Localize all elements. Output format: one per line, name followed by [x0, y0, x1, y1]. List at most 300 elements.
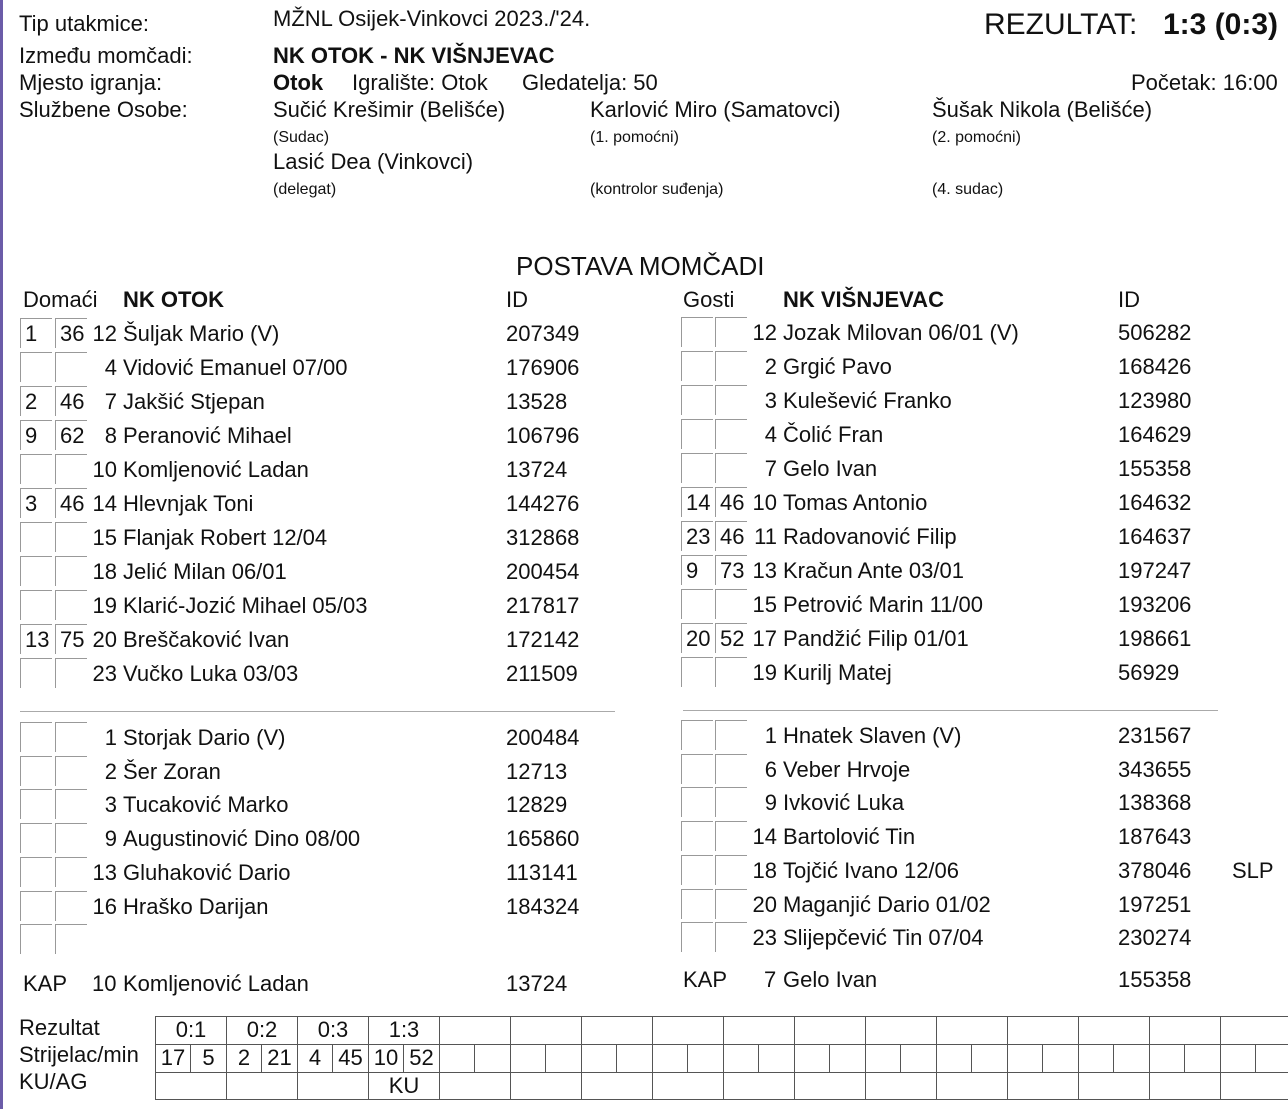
- home-box-a: 2: [20, 386, 52, 416]
- player-name-text: Pandžić Filip: [783, 626, 908, 651]
- home-box-a: [20, 454, 52, 484]
- away-player-name: [783, 321, 1019, 345]
- home-id-header: ID: [506, 287, 528, 312]
- player-extra: 05/03: [312, 593, 368, 618]
- away-player-name: [783, 661, 898, 685]
- away-captain-id: 155358: [1118, 967, 1192, 992]
- scorer-cell: [581, 1044, 617, 1073]
- away-player-number: 13: [752, 558, 777, 583]
- player-name-text: Jelić Milan: [123, 559, 226, 584]
- player-name-text: Jakšić Stjepan: [123, 389, 265, 414]
- home-box-a: [20, 891, 52, 921]
- away-side-label: Gosti: [683, 287, 735, 312]
- home-box-b: [55, 857, 87, 887]
- home-player-number: 15: [92, 525, 117, 550]
- home-player-id: 207349: [506, 321, 580, 346]
- away-player-id: 138368: [1118, 790, 1192, 816]
- away-box-a: [681, 720, 713, 750]
- home-player-name: [123, 760, 227, 784]
- home-player-number: 12: [92, 321, 117, 346]
- home-player-id: 13528: [506, 389, 568, 414]
- away-player-id: 164637: [1118, 524, 1192, 549]
- home-box-b: [55, 522, 87, 552]
- home-player-name: [123, 492, 259, 516]
- result-cell: [1149, 1016, 1221, 1045]
- away-box-a: [681, 419, 713, 449]
- player-name-text: Tojčić Ivano: [783, 857, 898, 883]
- away-box-a: 23: [681, 521, 713, 551]
- ku-cell: [1078, 1072, 1150, 1100]
- away-box-b: 73: [715, 555, 747, 585]
- away-box-b: [715, 754, 747, 784]
- teams-label: Između momčadi:: [19, 43, 193, 68]
- home-player-number: 16: [92, 893, 117, 919]
- away-player-name: [783, 525, 963, 549]
- scorer-cell: [794, 1044, 830, 1073]
- home-player-id: 200454: [506, 559, 580, 584]
- away-player-number: 15: [752, 592, 777, 617]
- result-value: 1:3 (0:3): [1163, 8, 1279, 41]
- minute-cell: 5: [190, 1044, 227, 1073]
- home-player-number: 18: [92, 559, 117, 584]
- away-player-number: 11: [754, 524, 777, 549]
- player-extra: 12/06: [903, 857, 960, 883]
- scorer-cell: [510, 1044, 546, 1073]
- ku-row-label: KU/AG: [19, 1069, 88, 1094]
- home-player-name: [123, 861, 297, 885]
- home-player-name: [123, 726, 285, 750]
- official-role: (2. pomoćni): [932, 129, 1021, 146]
- ku-cell: [723, 1072, 795, 1100]
- home-player-number: 10: [92, 457, 117, 482]
- away-divider: [683, 710, 1218, 711]
- home-box-a: 13: [20, 624, 52, 654]
- away-player-name: [783, 758, 916, 782]
- player-extra: (V): [250, 321, 280, 346]
- home-player-number: 1: [104, 725, 117, 750]
- match-type-label: Tip utakmice:: [19, 11, 150, 36]
- scorer-cell: [652, 1044, 688, 1073]
- player-name-text: Tomas Antonio: [783, 490, 928, 515]
- scoring-grid: [155, 1016, 1288, 1100]
- home-player-id: 12713: [506, 758, 568, 784]
- home-player-name: [123, 628, 295, 652]
- home-box-b: [55, 454, 87, 484]
- home-box-a: [20, 756, 52, 786]
- away-player-name: [783, 491, 933, 515]
- home-player-name: [123, 356, 348, 380]
- away-box-b: [715, 385, 747, 415]
- player-extra: 12/04: [272, 525, 328, 550]
- player-name-text: Veber Hrvoje: [783, 756, 911, 782]
- away-player-id: 231567: [1118, 723, 1192, 748]
- home-player-name: [123, 458, 315, 482]
- scorer-cell: 17: [155, 1044, 191, 1073]
- away-player-id: 123980: [1118, 388, 1192, 413]
- home-box-b: [55, 756, 87, 786]
- away-player-id: 506282: [1118, 320, 1192, 345]
- away-player-name: [783, 423, 889, 447]
- away-player-number: 23: [752, 925, 777, 951]
- home-player-id: 106796: [506, 423, 580, 448]
- home-side-label: Domaći: [23, 287, 98, 312]
- ku-cell: [297, 1072, 369, 1100]
- home-box-b: [55, 352, 87, 382]
- ku-cell: [652, 1072, 724, 1100]
- result-cell: [1078, 1016, 1150, 1045]
- home-player-id: 172142: [506, 627, 580, 652]
- scorer-cell: 4: [297, 1044, 333, 1073]
- result-cell: [865, 1016, 937, 1045]
- away-box-a: [681, 821, 713, 851]
- scorer-cell: [1149, 1044, 1185, 1073]
- away-player-id: 378046: [1118, 857, 1192, 883]
- ku-cell: [155, 1072, 227, 1100]
- player-name-text: Grgić Pavo: [783, 354, 892, 379]
- home-player-name: [123, 526, 327, 550]
- home-player-id: 165860: [506, 826, 580, 852]
- player-name-text: Kračun Ante: [783, 558, 903, 583]
- away-box-a: [681, 657, 713, 687]
- away-player-name: [783, 859, 959, 883]
- home-player-number: 2: [104, 758, 117, 784]
- away-box-b: [715, 889, 747, 919]
- home-box-b: [55, 658, 87, 688]
- player-name-text: Šuljak Mario: [123, 321, 245, 346]
- home-box-a: [20, 556, 52, 586]
- player-name-text: Kulešević Franko: [783, 388, 952, 413]
- home-player-id: 312868: [506, 525, 580, 550]
- away-player-name: [783, 559, 964, 583]
- away-team-name: NK VIŠNJEVAC: [783, 287, 944, 312]
- away-box-b: [715, 720, 747, 750]
- away-player-number: 20: [752, 891, 777, 917]
- away-player-number: 14: [752, 824, 777, 850]
- start-time: Početak: 16:00: [1131, 70, 1278, 95]
- minute-cell: [616, 1044, 653, 1073]
- home-player-number: 20: [92, 627, 117, 652]
- away-box-a: [681, 855, 713, 885]
- minute-cell: [1255, 1044, 1288, 1073]
- away-box-b: [715, 657, 747, 687]
- away-player-name: [783, 724, 961, 748]
- player-name-text: Kurilj Matej: [783, 660, 892, 685]
- scorer-cell: 2: [226, 1044, 262, 1073]
- player-name-text: Hnatek Slaven: [783, 723, 927, 748]
- player-extra: 01/01: [913, 626, 969, 651]
- ku-cell: [1149, 1072, 1221, 1100]
- minute-cell: 52: [403, 1044, 440, 1073]
- away-box-a: [681, 889, 713, 919]
- ku-cell: [936, 1072, 1008, 1100]
- result-cell: [936, 1016, 1008, 1045]
- away-box-b: [715, 922, 747, 952]
- home-player-id: 12829: [506, 792, 568, 818]
- player-extra: (V): [256, 725, 286, 750]
- result-cell: [510, 1016, 582, 1045]
- left-accent-bar: [0, 0, 3, 1109]
- home-player-name: [123, 928, 129, 952]
- away-player-number: 3: [764, 388, 777, 413]
- home-captain-name: Komljenović Ladan: [123, 971, 309, 996]
- away-box-a: [681, 589, 713, 619]
- home-player-name: [123, 793, 294, 817]
- away-box-b: [715, 855, 747, 885]
- home-player-id: 176906: [506, 355, 580, 380]
- result-cell: 0:1: [155, 1016, 227, 1045]
- scorer-cell: [1078, 1044, 1114, 1073]
- home-captain-id: 13724: [506, 971, 568, 996]
- home-player-name: [123, 322, 279, 346]
- away-box-a: [681, 351, 713, 381]
- home-divider: [20, 711, 615, 712]
- away-player-id: 230274: [1118, 925, 1192, 951]
- scorer-cell: [1220, 1044, 1256, 1073]
- home-player-number: 8: [104, 423, 117, 448]
- home-box-a: [20, 522, 52, 552]
- home-player-name: [123, 594, 367, 618]
- minute-cell: [1184, 1044, 1221, 1073]
- home-box-b: [55, 891, 87, 921]
- home-player-id: 113141: [506, 859, 578, 885]
- home-box-b: [55, 823, 87, 853]
- result-cell: [794, 1016, 866, 1045]
- home-player-number: 4: [104, 355, 117, 380]
- home-player-name: [123, 827, 360, 851]
- away-box-a: [681, 385, 713, 415]
- away-box-b: 52: [715, 623, 747, 653]
- away-player-note: SLP: [1232, 857, 1274, 883]
- away-player-id: 343655: [1118, 756, 1192, 782]
- player-name-text: Šer Zoran: [123, 758, 221, 784]
- ku-cell: [1220, 1072, 1288, 1100]
- result-cell: [723, 1016, 795, 1045]
- away-player-id: 164632: [1118, 490, 1192, 515]
- home-player-id: 13724: [506, 457, 568, 482]
- player-name-text: Hraško Darijan: [123, 893, 269, 919]
- official-name: Šušak Nikola (Belišće): [932, 97, 1153, 122]
- away-player-name: [783, 893, 991, 917]
- official-role: (Sudac): [273, 129, 330, 146]
- away-player-number: 12: [752, 320, 777, 345]
- player-name-text: Čolić Fran: [783, 422, 884, 447]
- result-cell: [439, 1016, 511, 1045]
- player-extra: 06/01 (V): [928, 320, 1019, 345]
- scorer-cell: [1007, 1044, 1043, 1073]
- away-player-number: 18: [752, 857, 777, 883]
- home-player-number: 3: [104, 792, 117, 818]
- away-box-a: 20: [681, 623, 713, 653]
- player-name-text: Bartolović Tin: [783, 824, 916, 850]
- away-box-b: 46: [715, 521, 747, 551]
- home-player-id: 217817: [506, 593, 580, 618]
- home-box-a: 1: [20, 318, 52, 348]
- result-cell: 0:2: [226, 1016, 298, 1045]
- player-extra: 06/01: [231, 559, 287, 584]
- away-player-name: [783, 389, 958, 413]
- officials-label: Službene Osobe:: [19, 97, 188, 122]
- ku-cell: KU: [368, 1072, 440, 1100]
- place-label: Mjesto igranja:: [19, 70, 163, 95]
- away-box-b: [715, 787, 747, 817]
- home-player-id: 211509: [506, 661, 578, 686]
- away-box-a: [681, 754, 713, 784]
- official-name: Sučić Krešimir (Belišće): [273, 97, 506, 122]
- ground-text: Igralište: Otok: [352, 70, 488, 95]
- away-player-id: 187643: [1118, 824, 1192, 850]
- away-box-a: [681, 453, 713, 483]
- result-cell: [1220, 1016, 1288, 1045]
- away-box-b: [715, 589, 747, 619]
- ku-cell: [581, 1072, 653, 1100]
- result-cell: 0:3: [297, 1016, 369, 1045]
- official-name: Lasić Dea (Vinkovci): [273, 149, 474, 174]
- spectators-text: Gledatelja: 50: [522, 70, 658, 95]
- away-player-number: 10: [752, 490, 777, 515]
- away-player-id: 168426: [1118, 354, 1192, 379]
- player-extra: 08/00: [305, 826, 361, 852]
- ku-cell: [226, 1072, 298, 1100]
- home-player-name: [123, 560, 287, 584]
- away-player-number: 4: [764, 422, 777, 447]
- home-box-a: [20, 924, 52, 954]
- home-player-name: [123, 424, 298, 448]
- minute-cell: [687, 1044, 724, 1073]
- player-extra: 03/03: [243, 661, 299, 686]
- home-player-id: 200484: [506, 725, 580, 750]
- away-captain-label: KAP: [683, 967, 728, 992]
- player-name-text: Augustinović Dino: [123, 826, 300, 852]
- home-box-b: [55, 789, 87, 819]
- away-player-number: 7: [764, 456, 777, 481]
- home-captain-num: 10: [92, 971, 117, 996]
- player-extra: 07/00: [292, 355, 348, 380]
- away-player-number: 1: [764, 723, 777, 748]
- away-player-number: 19: [752, 660, 777, 685]
- official-role: (1. pomoćni): [590, 129, 679, 146]
- away-player-name: [783, 627, 969, 651]
- minute-cell: 45: [332, 1044, 369, 1073]
- minute-cell: [1042, 1044, 1079, 1073]
- official-name: Karlović Miro (Samatovci): [590, 97, 841, 122]
- away-player-name: [783, 457, 883, 481]
- away-box-b: [715, 351, 747, 381]
- home-box-b: [55, 556, 87, 586]
- ku-cell: [865, 1072, 937, 1100]
- player-name-text: Storjak Dario: [123, 725, 251, 750]
- scorer-cell: [936, 1044, 972, 1073]
- away-player-name: [783, 926, 983, 950]
- away-player-id: 193206: [1118, 592, 1192, 617]
- home-player-name: [123, 895, 275, 919]
- ku-cell: [1007, 1072, 1079, 1100]
- minute-cell: [900, 1044, 937, 1073]
- home-box-a: [20, 658, 52, 688]
- player-name-text: Breščaković Ivan: [123, 627, 290, 652]
- minute-cell: 21: [261, 1044, 298, 1073]
- place-value: Otok: [273, 70, 324, 95]
- player-name-text: Slijepčević Tin: [783, 925, 923, 951]
- away-box-b: [715, 419, 747, 449]
- player-name-text: Vidović Emanuel: [123, 355, 287, 380]
- minute-cell: [474, 1044, 511, 1073]
- home-box-a: 9: [20, 420, 52, 450]
- home-box-a: [20, 823, 52, 853]
- home-player-number: 13: [92, 859, 117, 885]
- home-box-b: [55, 722, 87, 752]
- minute-cell: [829, 1044, 866, 1073]
- home-box-a: 3: [20, 488, 52, 518]
- home-box-b: 46: [55, 488, 87, 518]
- player-name-text: Gelo Ivan: [783, 456, 878, 481]
- player-name-text: Klarić-Jozić Mihael: [123, 593, 307, 618]
- result-cell: [1007, 1016, 1079, 1045]
- away-box-b: [715, 453, 747, 483]
- home-box-a: [20, 857, 52, 887]
- official-role: (delegat): [273, 181, 337, 198]
- player-extra: (V): [932, 723, 962, 748]
- result-row-label: Rezultat: [19, 1015, 100, 1040]
- result-label: REZULTAT:: [984, 8, 1138, 41]
- player-name-text: Komljenović Ladan: [123, 457, 309, 482]
- player-extra: 01/02: [935, 891, 991, 917]
- away-player-id: 197247: [1118, 558, 1192, 583]
- away-player-name: [783, 593, 983, 617]
- official-role: (kontrolor suđenja): [590, 181, 724, 198]
- home-team-name: NK OTOK: [123, 287, 225, 312]
- away-player-number: 17: [752, 626, 777, 651]
- home-box-a: [20, 789, 52, 819]
- player-name-text: Flanjak Robert: [123, 525, 267, 550]
- home-player-number: 23: [92, 661, 117, 686]
- away-player-number: 2: [764, 354, 777, 379]
- home-player-name: [123, 662, 298, 686]
- player-name-text: Radovanović Filip: [783, 524, 957, 549]
- away-box-b: [715, 821, 747, 851]
- away-box-b: 46: [715, 487, 747, 517]
- teams-value: NK OTOK - NK VIŠNJEVAC: [273, 43, 555, 68]
- scorer-row-label: Strijelac/min: [19, 1042, 139, 1067]
- player-extra: 07/04: [928, 925, 984, 951]
- home-box-a: [20, 722, 52, 752]
- player-name-text: Maganjić Dario: [783, 891, 930, 917]
- scorer-cell: [865, 1044, 901, 1073]
- away-captain-name: Gelo Ivan: [783, 967, 878, 992]
- scorer-cell: 10: [368, 1044, 404, 1073]
- away-player-id: 197251: [1118, 891, 1192, 917]
- minute-cell: [545, 1044, 582, 1073]
- away-player-id: 198661: [1118, 626, 1192, 651]
- player-extra: 11/00: [929, 592, 984, 617]
- minute-cell: [1113, 1044, 1150, 1073]
- away-box-a: [681, 922, 713, 952]
- away-player-id: 56929: [1118, 660, 1180, 685]
- player-name-text: Ivković Luka: [783, 790, 905, 816]
- player-name-text: Hlevnjak Toni: [123, 491, 254, 516]
- home-box-b: 46: [55, 386, 87, 416]
- player-name-text: Gluhaković Dario: [123, 859, 291, 885]
- home-box-b: [55, 590, 87, 620]
- player-name-text: Jozak Milovan: [783, 320, 923, 345]
- away-player-number: 9: [764, 790, 777, 816]
- ku-cell: [510, 1072, 582, 1100]
- away-box-b: [715, 317, 747, 347]
- result-cell: 1:3: [368, 1016, 440, 1045]
- home-box-b: 36: [55, 318, 87, 348]
- away-player-id: 155358: [1118, 456, 1192, 481]
- scorer-cell: [723, 1044, 759, 1073]
- player-name-text: Peranović Mihael: [123, 423, 292, 448]
